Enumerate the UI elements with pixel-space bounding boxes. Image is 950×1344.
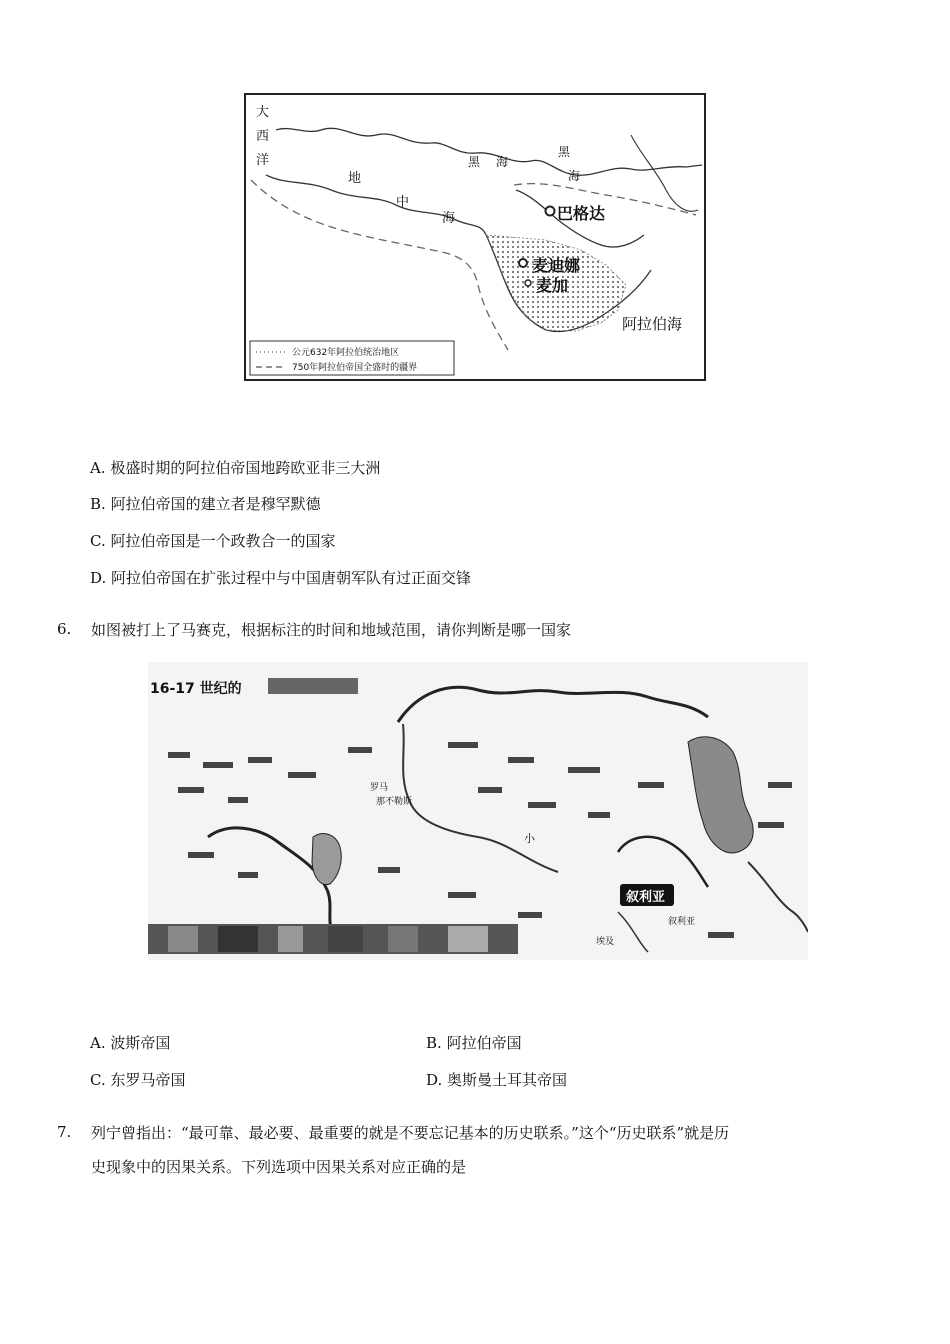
map2-label-rome: 罗马 xyxy=(370,783,389,793)
q7-question xyxy=(91,1116,861,1184)
caspian-coast xyxy=(631,135,698,211)
label-black2-2: 海 xyxy=(568,169,581,183)
q6-option-a-letter: A. xyxy=(90,1034,106,1052)
label-black2-1: 黑 xyxy=(558,145,571,159)
mosaic-block xyxy=(148,924,518,954)
q6-option-b-text: 阿拉伯帝国 xyxy=(446,1034,522,1052)
q5-option-d-text: 阿拉伯帝国在扩张过程中与中国唐朝军队有过正面交锋 xyxy=(111,569,472,587)
q5-option-b-text: 阿拉伯帝国的建立者是穆罕默德 xyxy=(110,495,321,513)
label-atlantic-1: 大 xyxy=(256,105,270,120)
label-atlantic-2: 西 xyxy=(256,129,270,144)
map2-label-naples: 那不勒斯 xyxy=(376,797,413,807)
label-medina: 麦迪娜 xyxy=(532,256,581,275)
label-black-sea-2: 海 xyxy=(496,155,509,169)
q5-option-c[interactable] xyxy=(90,531,336,551)
q5-option-d[interactable] xyxy=(90,568,471,588)
coastline-africa xyxy=(266,175,486,235)
map2-label-syria-small: 叙利亚 xyxy=(668,917,696,927)
q5-option-b-letter: B. xyxy=(90,495,106,513)
q6-option-a[interactable] xyxy=(90,1033,170,1053)
q5-option-a[interactable] xyxy=(90,458,380,478)
q6-number: 6. xyxy=(57,620,72,638)
ottoman-map xyxy=(148,662,808,960)
border-750-west xyxy=(251,180,508,350)
q5-option-c-letter: C. xyxy=(90,532,106,550)
map2-syria-label: 叙利亚 xyxy=(626,890,666,905)
medina-marker xyxy=(519,259,527,267)
q6-option-c[interactable] xyxy=(90,1070,186,1090)
mecca-marker xyxy=(525,280,531,286)
label-atlantic-3: 洋 xyxy=(256,153,270,168)
q6-option-a-text: 波斯帝国 xyxy=(110,1034,171,1052)
ottoman-map-drawing xyxy=(148,662,808,960)
q6-question-text: 如图被打上了马赛克，根据标注的时间和地域范围，请你判断是哪一国家 xyxy=(91,621,572,639)
q6-option-c-text: 东罗马帝国 xyxy=(110,1071,186,1089)
label-med-3: 海 xyxy=(442,211,456,226)
legend-750-text: 750年阿拉伯帝国全盛时的疆界 xyxy=(292,363,418,373)
map2-label-small: 小 xyxy=(524,832,535,845)
q5-option-b[interactable] xyxy=(90,494,321,514)
q6-option-d-letter: D. xyxy=(426,1071,443,1089)
q5-option-d-letter: D. xyxy=(90,569,107,587)
label-arabian-sea: 阿拉伯海 xyxy=(622,315,683,333)
q6-option-b-letter: B. xyxy=(426,1034,442,1052)
map2-title: 16-17 世纪的 xyxy=(150,681,242,697)
q5-option-a-text: 极盛时期的阿拉伯帝国地跨欧亚非三大洲 xyxy=(110,459,381,477)
q7-line-1: 列宁曾指出：“最可靠、最必要、最重要的就是不要忘记基本的历史联系。”这个“历史联系”就是历 xyxy=(91,1124,730,1142)
q6-option-b[interactable] xyxy=(426,1033,522,1053)
label-mecca: 麦加 xyxy=(536,276,569,295)
title-mosaic xyxy=(268,678,358,694)
baghdad-marker xyxy=(546,207,555,216)
label-baghdad: 巴格达 xyxy=(557,204,606,223)
q6-option-c-letter: C. xyxy=(90,1071,106,1089)
label-med-2: 中 xyxy=(396,195,410,210)
q7-line-2: 史现象中的因果关系。下列选项中因果关系对应正确的是 xyxy=(91,1158,467,1176)
q6-option-d[interactable] xyxy=(426,1070,567,1090)
map2-label-egypt: 埃及 xyxy=(596,937,615,947)
coastline-north xyxy=(276,128,702,175)
arab-empire-map xyxy=(244,93,706,381)
q5-option-a-letter: A. xyxy=(90,459,106,477)
legend-632-text: 公元632年阿拉伯统治地区 xyxy=(292,348,400,358)
label-black-sea-1: 黑 xyxy=(468,155,481,169)
q5-option-c-text: 阿拉伯帝国是一个政教合一的国家 xyxy=(110,532,336,550)
q7-number: 7. xyxy=(57,1123,72,1141)
label-med-1: 地 xyxy=(348,171,362,186)
q6-option-d-text: 奥斯曼土耳其帝国 xyxy=(447,1071,568,1089)
arab-empire-map-drawing xyxy=(246,95,704,379)
